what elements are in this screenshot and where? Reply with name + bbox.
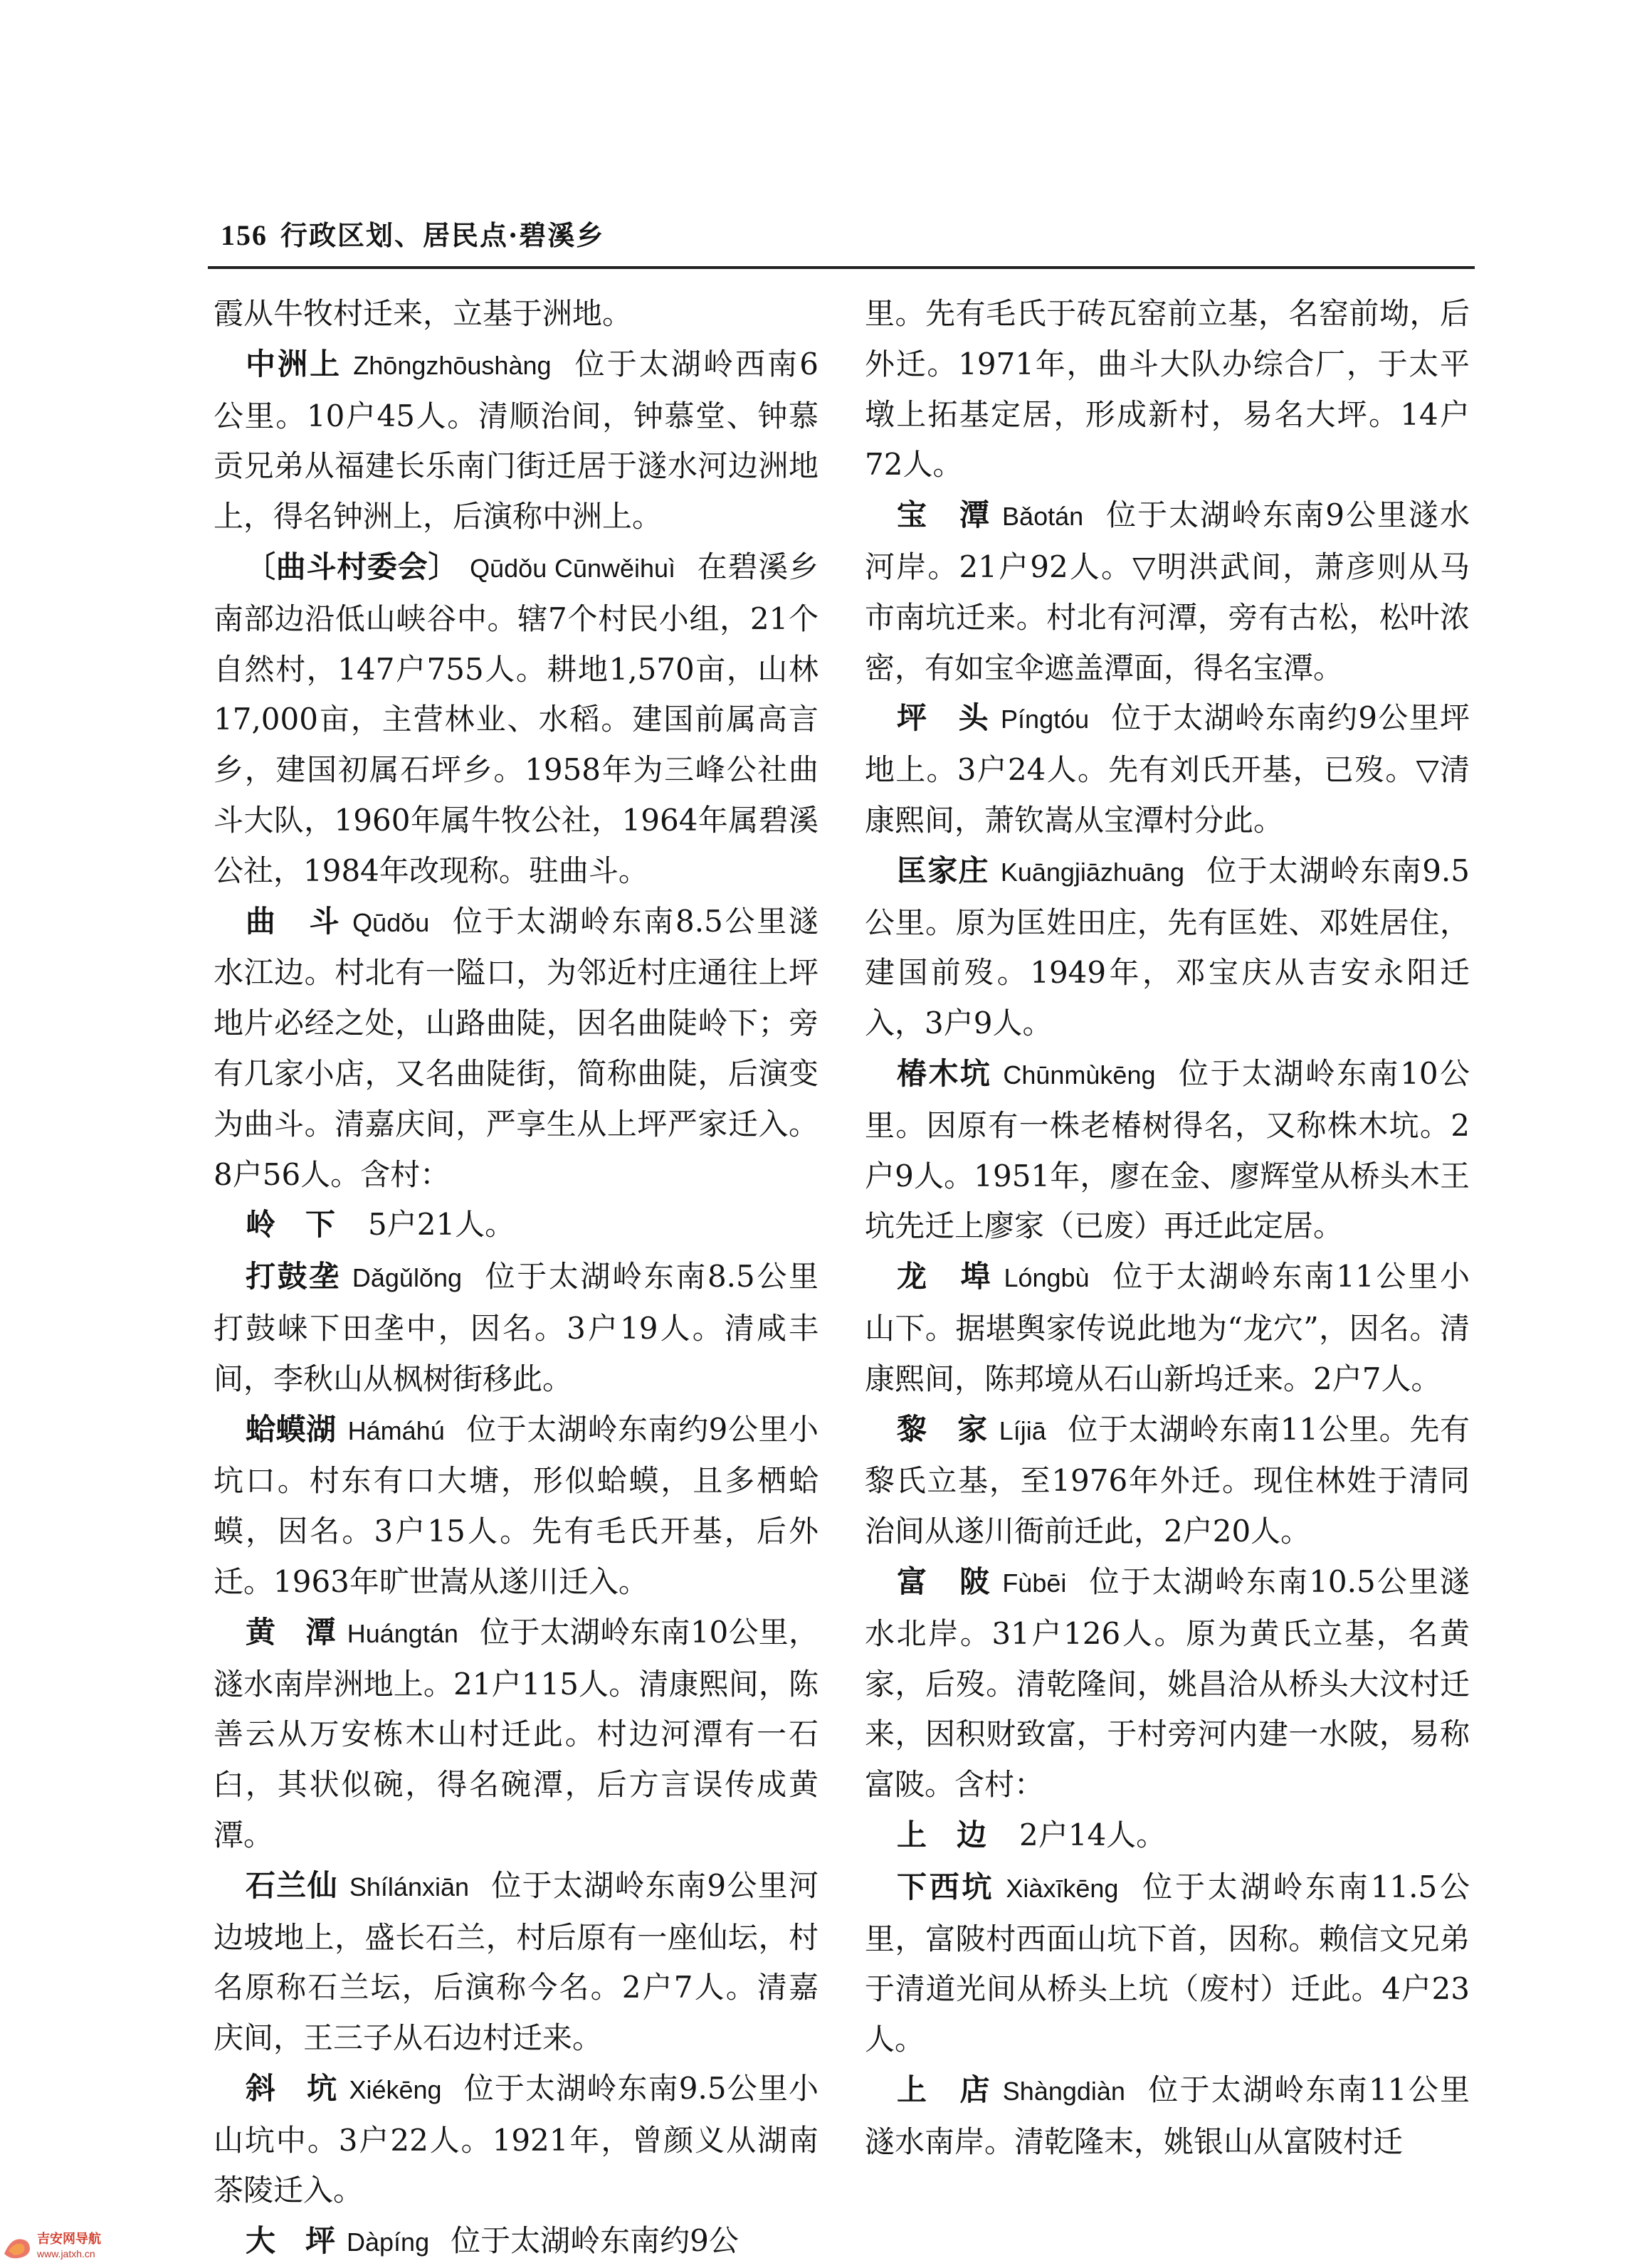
gazetteer-entry	[214, 1200, 818, 1252]
running-header	[221, 213, 1473, 253]
entry-pinyin: Fùbēi	[1002, 1568, 1067, 1598]
entry-text: 位于太湖岭东南9.5公里。原为匡姓田庄，先有匡姓、邓姓居住，建国前歿。1949年，邓宝庆从吉安永阳迁入，3户9人。	[865, 853, 1470, 1041]
entry-text: 位于太湖岭东南11.5公里，富陂村西面山坑下首，因称。赖信文兄弟于清道光间从桥头上坑（废村）迁此。4户23人。	[865, 1869, 1470, 2057]
entry-pinyin: Chūnmùkēng	[1003, 1060, 1156, 1090]
continued-text	[865, 289, 1470, 490]
entry-pinyin: Xiékēng	[349, 2074, 442, 2104]
entry-text: 5户21人。	[368, 1207, 515, 1243]
entry-name: 石兰仙	[246, 1867, 338, 1903]
entry-text: 霞从牛牧村迁来，立基于洲地。	[214, 296, 633, 331]
entry-pinyin: Shàngdiàn	[1002, 2076, 1125, 2106]
entry-pinyin: Píngtóu	[1001, 705, 1090, 734]
gazetteer-entry	[865, 1049, 1470, 1252]
entry-name: 曲 斗	[246, 903, 342, 939]
entry-pinyin: Qūdǒu	[352, 907, 430, 937]
entry-name: 富 陂	[897, 1563, 991, 1599]
gazetteer-entry	[214, 339, 818, 542]
entry-text: 位于太湖岭东南9公里河边坡地上，盛长石兰，村后原有一座仙坛，村名原称石兰坛，后演称今名。2户7人。清嘉庆间，王三子从石边村迁来。	[214, 1867, 818, 2056]
entry-name: 蛤蟆湖	[246, 1411, 337, 1447]
entry-pinyin: Zhōngzhōushàng	[353, 350, 552, 380]
entry-text: 位于太湖岭西南6公里。10户45人。清顺治间，钟慕堂、钟慕贡兄弟从福建长乐南门街迁居于澻水河边洲地上，得名钟洲上，后演称中洲上。	[214, 346, 818, 534]
entry-name: 上 边	[897, 1817, 987, 1852]
gazetteer-entry	[865, 1862, 1470, 2065]
gazetteer-entry	[865, 693, 1470, 845]
entry-pinyin: Dàpíng	[347, 2227, 430, 2257]
entry-text: 位于太湖岭东南8.5公里打鼓崃下田垄中，因名。3户19人。清咸丰间，李秋山从枫树街移此。	[214, 1259, 818, 1396]
gazetteer-entry	[214, 897, 818, 1201]
entry-text: 位于太湖岭东南9公里澻水河岸。21户92人。▽明洪武间，萧彦则从马市南坑迁来。村北有河潭，旁有古松，松叶浓密，有如宝伞遮盖潭面，得名宝潭。	[865, 497, 1470, 685]
gazetteer-entry	[865, 846, 1470, 1049]
entry-name: 〔曲斗村委会〕	[246, 549, 459, 584]
entry-name: 椿木坑	[897, 1055, 992, 1091]
entry-text: 2户14人。	[1019, 1817, 1167, 1852]
gazetteer-entry	[214, 1252, 818, 1404]
entry-text: 位于太湖岭东南9.5公里小山坑中。3户22人。1921年，曾颜义从湖南茶陵迁入。	[214, 2070, 818, 2208]
entry-name: 宝 潭	[897, 497, 991, 533]
entry-text: 位于太湖岭东南约9公里小坑口。村东有口大塘，形似蛤蟆，且多栖蛤蟆，因名。3户15人。先有毛氏开基，后外迁。1963年旷世嵩从遂川迁入。	[214, 1411, 818, 1599]
entry-text: 位于太湖岭东南10.5公里澻水北岸。31户126人。原为黄氏立基，名黄家，后歿。清乾隆间，姚昌洽从桥头大汶村迁来，因积财致富，于村旁河内建一水陂，易称富陂。含村：	[865, 1563, 1470, 1803]
entry-pinyin: Qūdǒu Cūnwěihuì	[470, 553, 676, 583]
entry-name: 坪 头	[897, 700, 990, 736]
entry-text: 位于太湖岭东南10公里。因原有一株老椿树得名，又称株木坑。2户9人。1951年，廖在金、廖辉堂从桥头木王坑先迁上廖家（已废）再迁此定居。	[865, 1055, 1470, 1244]
watermark-logo-icon	[1, 2232, 33, 2261]
section-title: 行政区划、居民点·碧溪乡	[280, 219, 605, 251]
gazetteer-entry	[214, 1405, 818, 1608]
gazetteer-entry	[865, 1405, 1470, 1557]
entry-name: 大 坪	[246, 2223, 336, 2259]
entry-pinyin: Líjiā	[999, 1415, 1046, 1445]
gazetteer-entry	[865, 1252, 1470, 1404]
gazetteer-entry	[865, 490, 1470, 693]
entry-pinyin: Dǎgǔlǒng	[352, 1263, 462, 1293]
gazetteer-entry	[214, 542, 818, 897]
left-column	[214, 289, 818, 2268]
entry-text: 位于太湖岭东南11公里小山下。据堪舆家传说此地为“龙穴”，因名。清康熙间，陈邦境从石山新坞迁来。2户7人。	[865, 1259, 1470, 1396]
entry-pinyin: Lóngbù	[1004, 1263, 1090, 1293]
entry-text: 位于太湖岭东南11公里。先有黎氏立基，至1976年外迁。现住林姓于清同治间从遂川衙前迁此，2户20人。	[865, 1411, 1470, 1549]
entry-pinyin: Shílánxiān	[349, 1872, 470, 1902]
entry-name: 下西坑	[897, 1869, 995, 1904]
gazetteer-entry	[214, 2216, 818, 2268]
gazetteer-entry	[865, 1810, 1470, 1862]
entry-text: 位于太湖岭东南10公里，澻水南岸洲地上。21户115人。清康熙间，陈善云从万安栋木山村迁此。村边河潭有一石臼，其状似碗，得名碗潭，后方言误传成黄潭。	[214, 1614, 818, 1852]
entry-text: 位于太湖岭东南11公里澻水南岸。清乾隆末，姚银山从富陂村迁	[865, 2072, 1470, 2159]
gazetteer-entry	[214, 1608, 818, 1861]
entry-text: 里。先有毛氏于砖瓦窑前立基，名窑前坳，后外迁。1971年，曲斗大队办综合厂，于太平墩上拓基定居，形成新村，易名大坪。14户72人。	[865, 296, 1470, 482]
site-watermark[interactable]	[1, 2230, 165, 2263]
watermark-title: 吉安网导航	[37, 2232, 101, 2247]
entry-name: 匡家庄	[897, 853, 989, 888]
entry-name: 岭 下	[246, 1207, 336, 1243]
entry-name: 上 店	[897, 2072, 991, 2107]
entry-text: 位于太湖岭东南约9公里坪地上。3户24人。先有刘氏开基，已歿。▽清康熙间，萧钦嵩从宝潭村分此。	[865, 700, 1470, 838]
entry-name: 黎 家	[897, 1411, 988, 1447]
gazetteer-entry	[214, 2064, 818, 2216]
entry-pinyin: Xiàxīkēng	[1006, 1873, 1119, 1903]
entry-name: 龙 埠	[897, 1259, 993, 1294]
watermark-url: www.jatxh.cn	[37, 2248, 95, 2259]
entry-name: 黄 潭	[246, 1614, 336, 1650]
entry-text: 在碧溪乡南部边沿低山峡谷中。辖7个村民小组，21个自然村，147户755人。耕地1,570亩，山林17,000亩，主营林业、水稻。建国前属高言乡，建国初属石坪乡。1958年为三峰公社曲斗大队，1960年属牛牧公社，1964年属碧溪公社，1984年改现称。驻曲斗。	[214, 549, 818, 888]
entry-pinyin: Bǎotán	[1002, 502, 1084, 532]
entry-name: 打鼓垄	[246, 1259, 341, 1294]
entry-pinyin: Huángtán	[347, 1618, 458, 1648]
entry-name: 斜 坑	[246, 2070, 338, 2106]
right-column	[865, 289, 1470, 2167]
entry-pinyin: Kuāngjiāzhuāng	[1000, 857, 1185, 887]
continued-text	[214, 289, 818, 339]
header-rule	[208, 266, 1475, 269]
entry-name: 中洲上	[246, 346, 342, 381]
page-number: 156	[221, 219, 268, 251]
entry-text: 位于太湖岭东南8.5公里澻水江边。村北有一隘口，为邻近村庄通往上坪地片必经之处，山路曲陡，因名曲陡岭下；旁有几家小店，又名曲陡街，简称曲陡，后演变为曲斗。清嘉庆间，严享生从上坪严家迁入。8户56人。含村：	[214, 903, 818, 1192]
gazetteer-entry	[214, 1861, 818, 2064]
gazetteer-entry	[865, 1557, 1470, 1810]
entry-text: 位于太湖岭东南约9公	[451, 2223, 739, 2259]
entry-pinyin: Hámáhú	[347, 1415, 445, 1445]
gazetteer-entry	[865, 2065, 1470, 2168]
